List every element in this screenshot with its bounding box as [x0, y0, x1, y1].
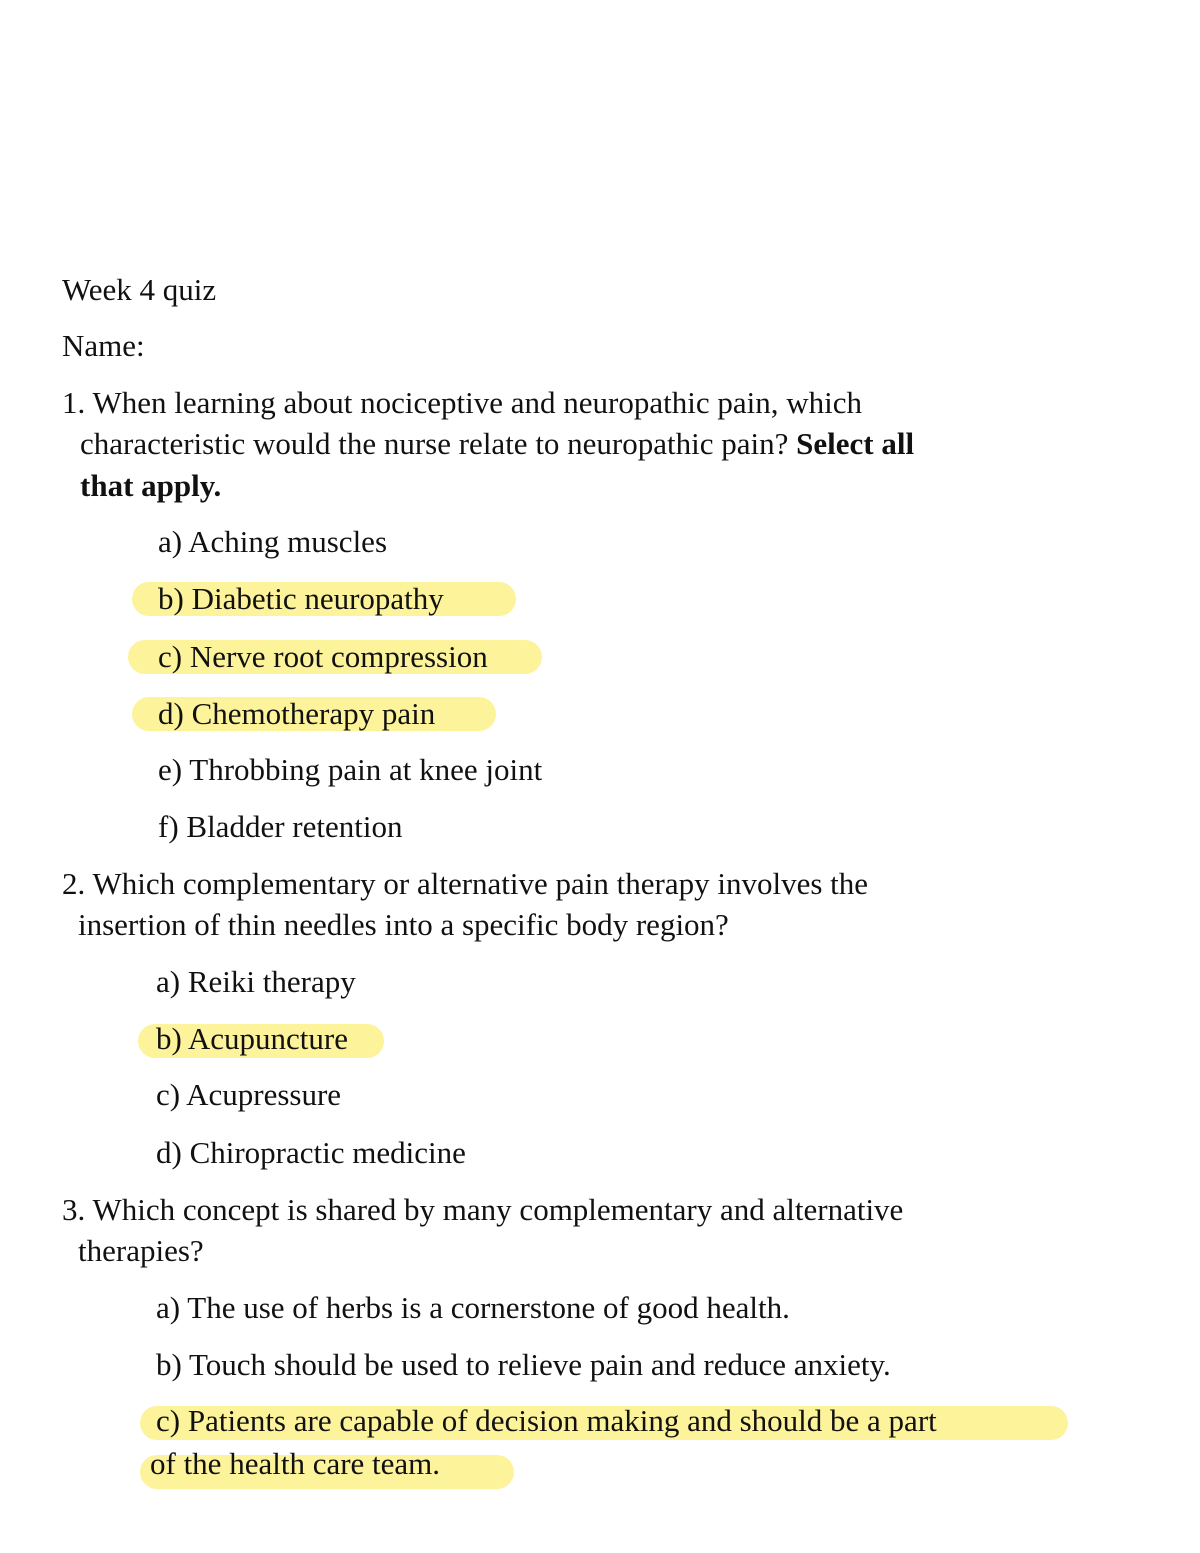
- question-2-number: 2.: [62, 866, 86, 901]
- question-1-text-2: characteristic would the nurse relate to neuropathic pain?: [80, 426, 789, 461]
- question-1-line-2: [80, 424, 914, 464]
- question-1-line-3: [80, 466, 221, 506]
- question-3-line-1: [62, 1190, 903, 1230]
- question-2-text-1: Which complementary or alternative pain therapy involves the: [92, 866, 869, 901]
- q3-option-c-line-1: c) Patients are capable of decision making and should be a part: [156, 1403, 937, 1438]
- quiz-title: Week 4 quiz: [62, 272, 217, 307]
- q2-option-b: b) Acupuncture: [156, 1021, 348, 1056]
- question-3-number: 3.: [62, 1192, 86, 1227]
- q1-option-a: a) Aching muscles: [158, 524, 388, 559]
- question-1-text-1: When learning about nociceptive and neuropathic pain, which: [92, 385, 863, 420]
- q3-option-c-line-2: of the health care team.: [150, 1446, 441, 1481]
- question-1-emphasis-1: Select all: [796, 426, 915, 461]
- q1-option-d: d) Chemotherapy pain: [158, 696, 436, 731]
- question-1-line-1: [62, 383, 862, 423]
- q1-option-b: b) Diabetic neuropathy: [158, 581, 444, 616]
- q2-option-c: c) Acupressure: [156, 1077, 342, 1112]
- question-3-line-2: therapies?: [78, 1233, 204, 1268]
- question-2-line-2: insertion of thin needles into a specific body region?: [78, 907, 729, 942]
- question-1-number: 1.: [62, 385, 86, 420]
- question-1-emphasis-2: that apply.: [80, 468, 222, 503]
- q3-option-b: b) Touch should be used to relieve pain and reduce anxiety.: [156, 1347, 891, 1382]
- q1-option-f: f) Bladder retention: [158, 809, 403, 844]
- q1-option-e: e) Throbbing pain at knee joint: [158, 752, 543, 787]
- q3-option-a: a) The use of herbs is a cornerstone of good health.: [156, 1290, 790, 1325]
- q1-option-c: c) Nerve root compression: [158, 639, 488, 674]
- q2-option-d: d) Chiropractic medicine: [156, 1135, 466, 1170]
- name-label: Name:: [62, 328, 145, 363]
- q2-option-a: a) Reiki therapy: [156, 964, 356, 999]
- question-3-text-1: Which concept is shared by many complementary and alternative: [92, 1192, 904, 1227]
- question-2-line-1: [62, 864, 868, 904]
